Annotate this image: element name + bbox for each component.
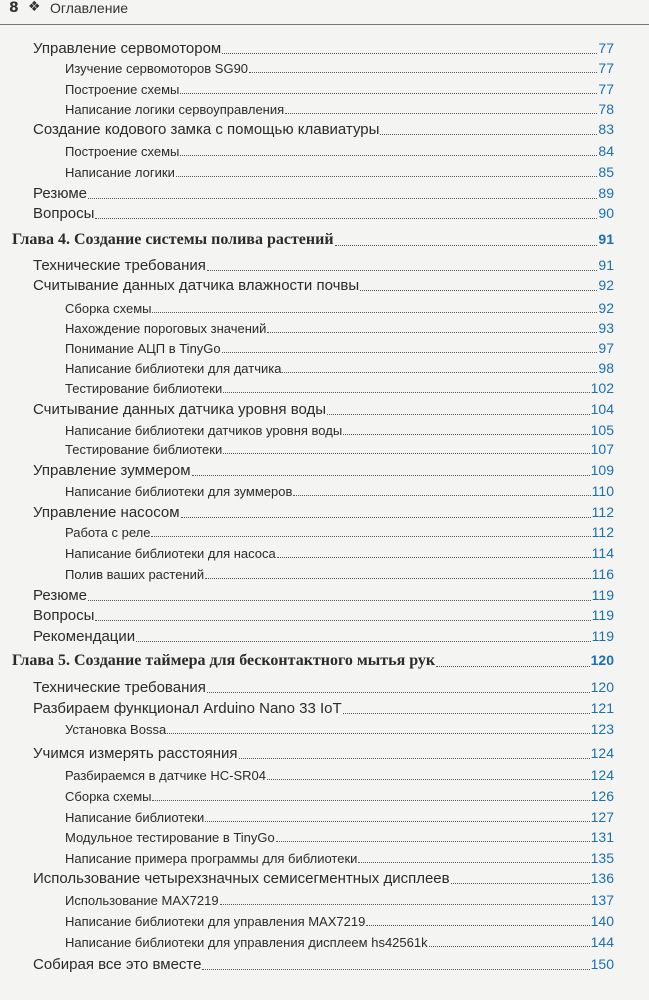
dot-leader [220, 904, 590, 905]
toc-entry[interactable] [33, 185, 614, 202]
toc-entry[interactable] [33, 257, 614, 274]
toc-entry[interactable] [65, 360, 614, 376]
toc-entry[interactable] [65, 320, 614, 336]
toc-entry-title: Учимся измерять расстояния [33, 745, 238, 762]
toc-page-number: 109 [590, 462, 614, 478]
toc-page-number: 110 [591, 483, 614, 499]
toc-page-number: 114 [591, 545, 614, 561]
page-number: 8 [9, 0, 19, 16]
dot-leader [343, 713, 590, 714]
toc-entry[interactable] [65, 788, 614, 804]
toc-entry-title: Написание примера программы для библиотеки [65, 851, 358, 866]
diamond-ornament-icon: ❖ [28, 0, 41, 15]
toc-page-number: 137 [590, 892, 614, 908]
dot-leader [327, 414, 590, 415]
toc-page-number: 119 [591, 607, 614, 623]
dot-leader [95, 620, 590, 621]
toc-entry[interactable] [33, 956, 614, 973]
toc-entry-title: Глава 5. Создание таймера для бесконтактного мытья рук [12, 652, 436, 669]
toc-entry[interactable] [65, 809, 614, 825]
toc-page-number: 92 [598, 300, 614, 316]
toc-entry[interactable] [33, 462, 614, 479]
toc-chapter-entry[interactable] [12, 652, 614, 670]
toc-page-number: 98 [598, 360, 614, 376]
toc-entry-title: Вопросы [33, 607, 95, 624]
toc-entry[interactable] [33, 504, 614, 521]
toc-page-number: 91 [598, 257, 614, 273]
toc-entry[interactable] [33, 745, 614, 762]
toc-entry-title: Резюме [33, 587, 87, 604]
toc-entry-title: Использование четырехзначных семисегментных дисплеев [33, 870, 450, 887]
toc-entry-title: Построение схемы [65, 144, 180, 159]
toc-entry[interactable] [65, 829, 614, 845]
toc-entry[interactable] [65, 721, 614, 737]
dot-leader [88, 600, 591, 601]
toc-entry-title: Собирая все это вместе [33, 956, 202, 973]
toc-page-number: 126 [590, 788, 614, 804]
toc-page-number: 102 [590, 380, 614, 396]
toc-page-number: 124 [590, 745, 614, 761]
dot-leader [276, 841, 590, 842]
dot-leader [202, 969, 589, 970]
toc-page-number: 120 [590, 652, 614, 668]
toc-entry-title: Модульное тестирование в TinyGo [65, 830, 275, 845]
dot-leader [205, 821, 589, 822]
dot-leader [222, 352, 598, 353]
dot-leader [267, 779, 590, 780]
dot-leader [207, 692, 590, 693]
toc-entry[interactable] [65, 143, 614, 159]
toc-entry-title: Создание кодового замка с помощью клавиатуры [33, 121, 380, 138]
toc-page-number: 85 [598, 164, 614, 180]
toc-page-number: 121 [590, 700, 614, 716]
toc-entry-title: Понимание АЦП в TinyGo [65, 341, 221, 356]
toc-entry-title: Написание библиотеки для насоса [65, 546, 276, 561]
toc-entry-title: Написание библиотеки датчиков уровня воды [65, 423, 343, 438]
toc-page-number: 91 [598, 231, 614, 247]
dot-leader [180, 93, 597, 94]
dot-leader [223, 453, 589, 454]
toc-entry-title: Написание библиотеки для зуммеров [65, 484, 293, 499]
toc-entry-title: Сборка схемы [65, 301, 152, 316]
toc-entry[interactable] [65, 101, 614, 117]
toc-entry-title: Написание библиотеки для управления MAX7219 [65, 914, 366, 929]
toc-entry[interactable] [65, 524, 614, 540]
toc-page-number: 105 [590, 422, 614, 438]
dot-leader [205, 578, 591, 579]
dot-leader [358, 862, 589, 863]
toc-entry-title: Разбираем функционал Arduino Nano 33 IoT [33, 700, 342, 717]
toc-page-number: 83 [598, 121, 614, 137]
toc-entry-title: Управление зуммером [33, 462, 191, 479]
dot-leader [192, 475, 590, 476]
dot-leader [343, 434, 589, 435]
toc-page-number: 77 [598, 40, 614, 56]
toc-entry-title: Технические требования [33, 257, 206, 274]
dot-leader [223, 392, 589, 393]
toc-entry[interactable] [65, 545, 614, 561]
toc-entry[interactable] [65, 892, 614, 908]
dot-leader [380, 134, 597, 135]
toc-entry[interactable] [33, 870, 614, 887]
dot-leader [222, 53, 597, 54]
toc-page-number: 97 [598, 340, 614, 356]
dot-leader [181, 517, 591, 518]
dot-leader [151, 536, 590, 537]
toc-entry-title: Считывание данных датчика уровня воды [33, 401, 327, 418]
toc-page-number: 136 [590, 870, 614, 886]
toc-entry-title: Работа с реле [65, 525, 151, 540]
dot-leader [277, 557, 591, 558]
header-title: Оглавление [50, 0, 129, 16]
toc-entry-title: Вопросы [33, 205, 95, 222]
dot-leader [249, 72, 597, 73]
dot-leader [451, 883, 590, 884]
toc-entry-title: Тестирование библиотеки [65, 381, 223, 396]
toc-entry-title: Построение схемы [65, 82, 180, 97]
toc-entry[interactable] [65, 422, 614, 438]
toc-entry-title: Написание библиотеки для датчика [65, 361, 282, 376]
toc-entry[interactable] [65, 913, 614, 929]
toc-page-number: 77 [598, 60, 614, 76]
toc-entry[interactable] [65, 380, 614, 396]
dot-leader [136, 641, 591, 642]
toc-page-number: 84 [598, 143, 614, 159]
toc-entry[interactable] [33, 679, 614, 696]
toc-entry[interactable] [65, 164, 614, 180]
toc-entry[interactable] [33, 277, 614, 294]
toc-entry[interactable] [33, 587, 614, 604]
dot-leader [95, 218, 597, 219]
toc-page-number: 90 [598, 205, 614, 221]
dot-leader [293, 495, 590, 496]
toc-entry-title: Изучение сервомоторов SG90 [65, 61, 249, 76]
toc-entry-title: Рекомендации [33, 628, 136, 645]
toc-entry[interactable] [65, 850, 614, 866]
toc-page-number: 144 [590, 934, 614, 950]
dot-leader [180, 155, 597, 156]
toc-page-number: 135 [590, 850, 614, 866]
toc-entry-title: Управление насосом [33, 504, 180, 521]
dot-leader [360, 290, 597, 291]
dot-leader [267, 332, 597, 333]
toc-entry[interactable] [65, 767, 614, 783]
toc-page-number: 131 [590, 829, 614, 845]
toc-page-number: 89 [598, 185, 614, 201]
toc-page-number: 93 [598, 320, 614, 336]
toc-page-number: 116 [591, 566, 614, 582]
toc-entry-title: Резюме [33, 185, 87, 202]
toc-entry-title: Глава 4. Создание системы полива растений [12, 231, 334, 248]
dot-leader [176, 176, 598, 177]
toc-page-number: 120 [590, 679, 614, 695]
dot-leader [285, 113, 597, 114]
toc-page-number: 127 [590, 809, 614, 825]
dot-leader [282, 372, 597, 373]
dot-leader [207, 270, 598, 271]
dot-leader [167, 733, 589, 734]
toc-entry[interactable] [65, 441, 614, 457]
toc-entry[interactable] [65, 566, 614, 582]
toc-entry[interactable] [33, 401, 614, 418]
toc-entry[interactable] [33, 40, 614, 57]
toc-page-number: 119 [591, 587, 614, 603]
toc-entry-title: Написание библиотеки для управления дисплеем hs42561k [65, 935, 428, 950]
toc-entry[interactable] [33, 700, 614, 717]
dot-leader [436, 666, 590, 667]
running-header [0, 0, 649, 25]
toc-entry[interactable] [33, 121, 614, 138]
toc-page-number: 140 [590, 913, 614, 929]
dot-leader [152, 800, 589, 801]
dot-leader [88, 198, 597, 199]
toc-entry-title: Тестирование библиотеки [65, 442, 223, 457]
toc-page-number: 77 [598, 81, 614, 97]
toc-page-number: 107 [590, 441, 614, 457]
dot-leader [335, 245, 598, 246]
toc-entry-title: Управление сервомотором [33, 40, 222, 57]
toc-page-number: 112 [591, 524, 614, 540]
toc-page-number: 112 [591, 504, 614, 520]
dot-leader [152, 312, 597, 313]
toc-entry[interactable] [33, 628, 614, 645]
toc-entry[interactable] [65, 300, 614, 316]
toc-entry-title: Установка Bossa [65, 722, 167, 737]
toc-entry-title: Считывание данных датчика влажности почвы [33, 277, 360, 294]
toc-entry[interactable] [33, 607, 614, 624]
toc-entry-title: Написание библиотеки [65, 810, 205, 825]
toc-page-number: 124 [590, 767, 614, 783]
toc-entry-title: Использование MAX7219 [65, 893, 219, 908]
toc-entry-title: Нахождение пороговых значений [65, 321, 267, 336]
toc-entry-title: Сборка схемы [65, 789, 152, 804]
toc-entry[interactable] [65, 934, 614, 950]
toc-entry[interactable] [33, 205, 614, 222]
toc-entry[interactable] [65, 483, 614, 499]
toc-entry[interactable] [65, 81, 614, 97]
toc-entry-title: Технические требования [33, 679, 206, 696]
toc-entry-title: Разбираемся в датчике HC-SR04 [65, 768, 266, 783]
toc-chapter-entry[interactable] [12, 231, 614, 249]
dot-leader [239, 758, 590, 759]
toc-entry-title: Полив ваших растений [65, 567, 205, 582]
toc-page-number: 104 [590, 401, 614, 417]
dot-leader [366, 925, 589, 926]
dot-leader [429, 946, 590, 947]
toc-page-number: 150 [590, 956, 614, 972]
toc-entry[interactable] [65, 340, 614, 356]
toc-entry-title: Написание логики [65, 165, 175, 180]
toc-entry[interactable] [65, 60, 614, 76]
toc-page-number: 92 [598, 277, 614, 293]
toc-page-number: 119 [591, 628, 614, 644]
toc-entry-title: Написание логики сервоуправления [65, 102, 285, 117]
toc-page-number: 123 [590, 721, 614, 737]
toc-page-number: 78 [598, 101, 614, 117]
